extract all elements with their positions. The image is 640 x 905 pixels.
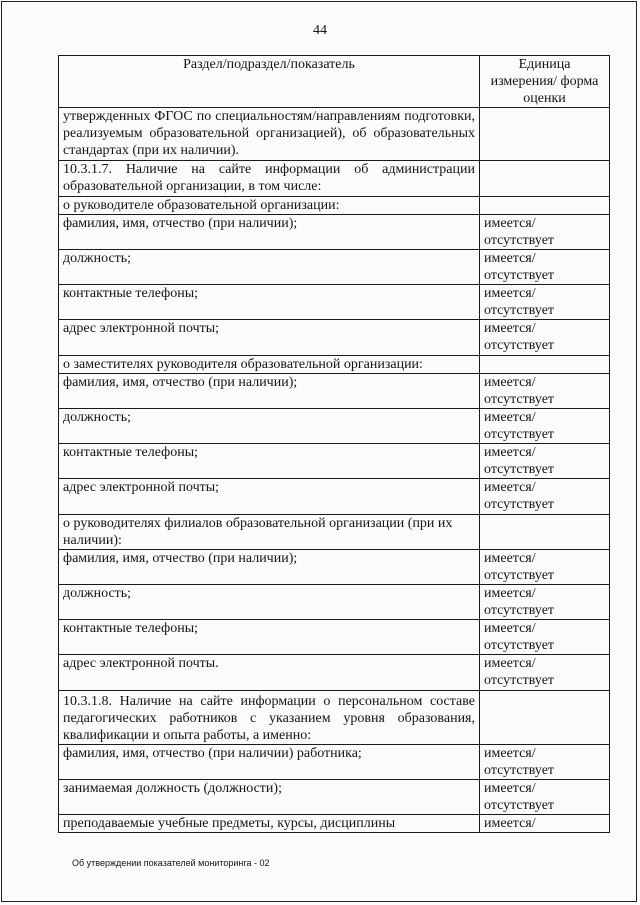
row-unit: имеется/ отсутствует — [480, 780, 610, 815]
table-row — [59, 550, 610, 585]
row-label: контактные телефоны; — [59, 444, 480, 479]
row-label: фамилия, имя, отчество (при наличии); — [59, 215, 480, 250]
row-unit: имеется/ отсутствует — [480, 250, 610, 285]
row-unit — [480, 108, 610, 161]
table-row — [59, 285, 610, 320]
table-row — [59, 815, 610, 833]
row-unit: имеется/ отсутствует — [480, 620, 610, 655]
row-unit — [480, 356, 610, 374]
row-label: утвержденных ФГОС по специальностям/направлениям подготовки, реализуемым образовательной организацией), об образовательных стандартах (при их наличии). — [59, 108, 480, 161]
table-row — [59, 250, 610, 285]
table-row — [59, 655, 610, 691]
table-row — [59, 409, 610, 444]
row-unit: имеется/ отсутствует — [480, 745, 610, 780]
footer-note: Об утверждении показателей мониторинга - 02 — [72, 858, 270, 868]
table-row — [59, 691, 610, 745]
table-row — [59, 515, 610, 550]
table-row — [59, 444, 610, 479]
row-unit: имеется/ отсутствует — [480, 444, 610, 479]
row-label: должность; — [59, 585, 480, 620]
row-unit — [480, 161, 610, 197]
row-label: адрес электронной почты; — [59, 320, 480, 356]
row-label: контактные телефоны; — [59, 285, 480, 320]
row-label: фамилия, имя, отчество (при наличии); — [59, 550, 480, 585]
header-unit-label: Единица измерения/ форма оценки — [480, 56, 610, 108]
row-subhead: о руководителе образовательной организации: — [59, 197, 480, 215]
row-unit: имеется/ отсутствует — [480, 374, 610, 409]
row-label: должность; — [59, 250, 480, 285]
table-row — [59, 197, 610, 215]
row-label: занимаемая должность (должности); — [59, 780, 480, 815]
row-label: преподаваемые учебные предметы, курсы, дисциплины — [59, 815, 480, 833]
table-header-row — [59, 56, 610, 108]
row-label: адрес электронной почты; — [59, 479, 480, 515]
row-label: должность; — [59, 409, 480, 444]
table-row — [59, 620, 610, 655]
table-row — [59, 479, 610, 515]
row-label: адрес электронной почты. — [59, 655, 480, 691]
row-subhead: о заместителях руководителя образовательной организации: — [59, 356, 480, 374]
table-row — [59, 320, 610, 356]
row-label: фамилия, имя, отчество (при наличии); — [59, 374, 480, 409]
table-row — [59, 356, 610, 374]
table-row — [59, 215, 610, 250]
table-row — [59, 161, 610, 197]
row-unit — [480, 691, 610, 745]
table-row — [59, 108, 610, 161]
row-unit: имеется/ отсутствует — [480, 215, 610, 250]
row-unit — [480, 197, 610, 215]
row-label: фамилия, имя, отчество (при наличии) работника; — [59, 745, 480, 780]
row-label: контактные телефоны; — [59, 620, 480, 655]
row-subhead: о руководителях филиалов образовательной организации (при их наличии): — [59, 515, 480, 550]
table-row — [59, 374, 610, 409]
row-unit: имеется/ отсутствует — [480, 320, 610, 356]
page-number: 44 — [313, 23, 327, 38]
row-unit: имеется/ отсутствует — [480, 479, 610, 515]
row-unit: имеется/ отсутствует — [480, 285, 610, 320]
row-label: 10.3.1.8. Наличие на сайте информации о персональном составе педагогических работников с указанием уровня образования, квалификации и опыта работы, а именно: — [59, 691, 480, 745]
row-label: 10.3.1.7. Наличие на сайте информации об администрации образовательной организации, в том числе: — [59, 161, 480, 197]
row-unit: имеется/ отсутствует — [480, 655, 610, 691]
header-section-label: Раздел/подраздел/показатель — [59, 56, 480, 108]
row-unit: имеется/ отсутствует — [480, 409, 610, 444]
row-unit — [480, 515, 610, 550]
row-unit: имеется/ отсутствует — [480, 585, 610, 620]
table-row — [59, 745, 610, 780]
indicator-table — [58, 55, 610, 833]
table-row — [59, 780, 610, 815]
row-unit: имеется/ отсутствует — [480, 550, 610, 585]
table-row — [59, 585, 610, 620]
row-unit: имеется/ — [480, 815, 610, 833]
